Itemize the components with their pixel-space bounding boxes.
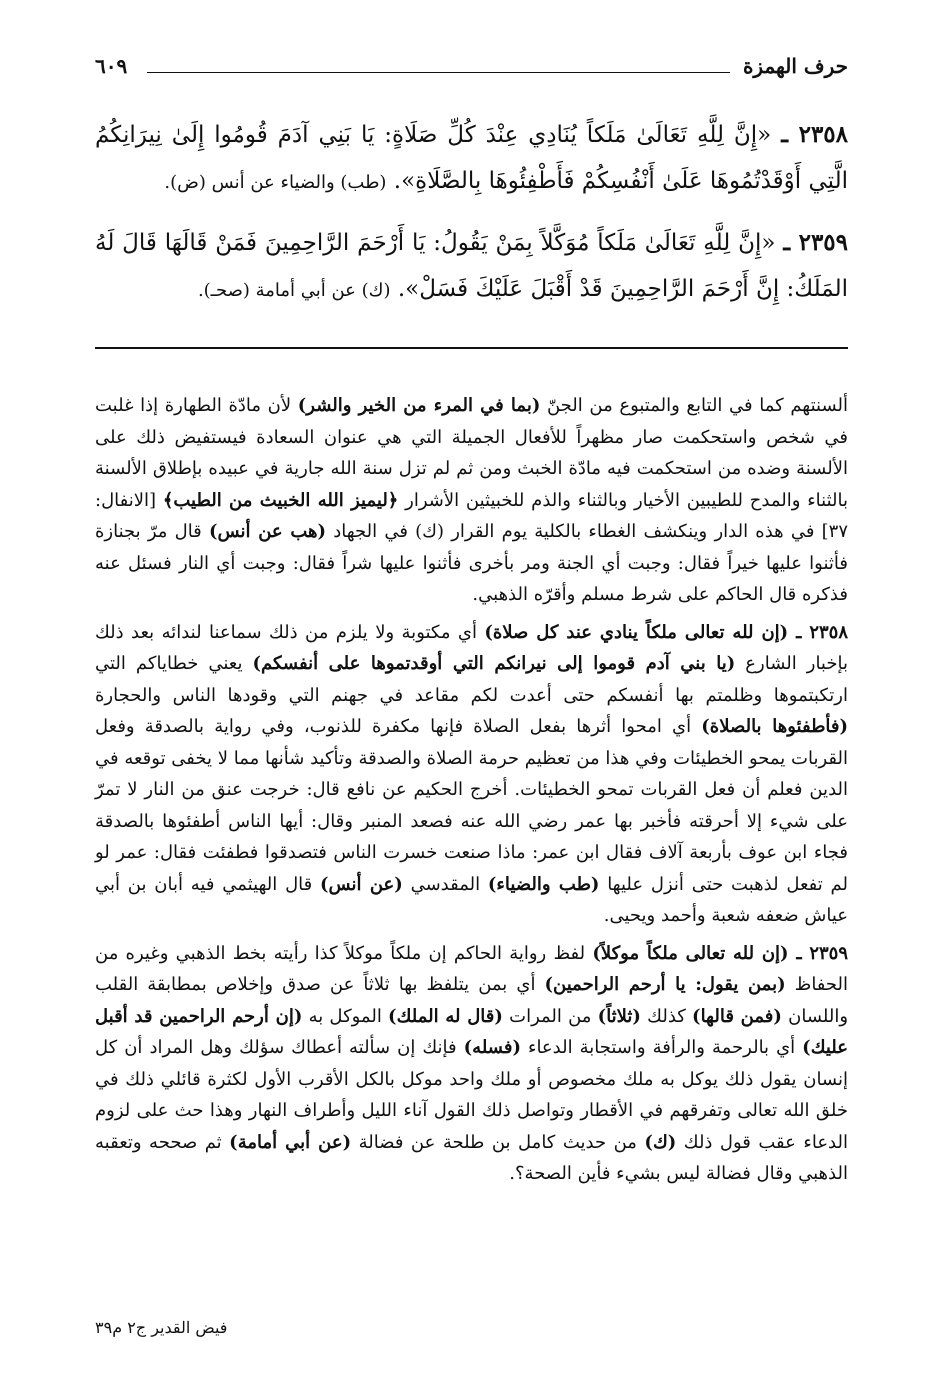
page-header [95, 52, 848, 92]
text-segment: قال مرّ بجنازة فأثنوا عليها خيراً فقال: وجبت أي الجنة ومر بأخرى فأثنوا عليها شراً فقال: وجبت أي النار فسئل عنه فذكره قال الحاكم على شرط مسلم وأقرّه الذهبي. [95, 521, 848, 605]
commentary-intro [95, 390, 848, 611]
text-segment: ثم صححه وتعقبه الذهبي وقال فضالة ليس بشيء فأين الصحة؟. [95, 1131, 848, 1184]
bold-segment: (بما في المرء من الخير والشر) [297, 395, 541, 416]
hadith-text: «إِنَّ لِلَّهِ تَعَالَىٰ مَلَكاً يُنَادِي عِنْدَ كُلِّ صَلَاةٍ: يَا بَنِي آدَمَ قُومُوا إِلَىٰ نِيرَانِكُمُ الَّتِي أَوْقَدْتُمُوهَا عَلَىٰ أَنْفُسِكُمْ فَأَطْفِئُوهَا بِالصَّلَاةِ». [95, 122, 848, 194]
page-footer: فيض القدير ج٢ م٣٩ [95, 1318, 228, 1337]
text-segment: ألسنتهم كما في التابع والمتبوع من الجنّ [540, 395, 849, 416]
bold-segment: (فسله) [463, 1037, 521, 1058]
hadith-2358 [95, 112, 848, 206]
header-rule [147, 72, 730, 73]
hadith-number: ٢٣٥٨ ـ [781, 121, 849, 148]
bold-segment: (إن أرحم الراحمين قد أقبل عليك) [95, 1005, 848, 1058]
commentary-block [95, 390, 848, 1190]
bold-segment: ٢٣٥٨ ـ [788, 621, 848, 643]
bold-segment: (قال له الملك) [388, 1005, 503, 1027]
text-segment: فإنك إن سألته أعطاك سؤلك وهل المراد أن كل إنسان يقول ذلك يوكل به ملك مخصوص أو ملك واحد موكل بالكل الأقرب الأول لكثرة قائلي ذلك في خلق الله تعالى وتفرقهم في الأقطار وتواصل ذلك القول آناء الليل وأطراف النهار وهذا حث على لزوم الدعاء عقب قول ذلك [95, 1037, 848, 1153]
bold-segment: ﴿ليميز الله الخبيث من الطيب﴾ [162, 489, 399, 511]
bold-segment: (يا بني آدم قوموا إلى نيرانكم التي أوقدتموها على أنفسكم) [252, 653, 736, 674]
hadith-source: (طب) والضياء عن أنس (ض). [164, 172, 387, 193]
text-segment: قال الهيثمي فيه أبان بن أبي عياش ضعفه شعبة وأحمد ويحيى. [95, 873, 848, 926]
bold-segment: (فمن قالها) [692, 1005, 782, 1027]
hadith-number: ٢٣٥٩ ـ [783, 229, 849, 256]
text-segment: يعني خطاياكم التي ارتكبتموها وظلمتم بها أنفسكم حتى أعدت لكم مقاعد في جهنم التي وقودها الناس والحجارة [95, 653, 848, 706]
text-segment: أي امحوا أثرها بفعل الصلاة فإنها مكفرة للذنوب، وفي رواية بالصدقة وفعل القربات يمحو الخطيئات وفي هذا من تعظيم حرمة الصلاة والصدقة وتأكيد شأنها مما لا يخفى توقعه في الدين فعلم أن فعل القربات تمحو الخطيئات. أخرج الحكيم عن نافع قال: خرجت عنق من النار لا تمرّ على شيء إلا أحرقته فأخبر بها عمر رضي الله عنه فصعد المنبر وقال: أيها الناس أطفئوها بالصدقة فجاء ابن عوف بأربعة آلاف فقال ابن عمر: ماذا صنعت خسرت الناس فتصدقوا فطفئت فقال: عمر لو لم تفعل لذهبت حتى أنزل عليها [95, 716, 849, 895]
bold-segment: (عن أبي أمامة) [229, 1131, 352, 1153]
text-segment: الموكل به [302, 1005, 389, 1027]
text-segment: أي مكتوبة ولا يلزم من ذلك سماعنا لندائه بعد ذلك بإخبار الشارع [95, 621, 848, 674]
bold-segment: (إن لله تعالى ملكاً موكلاً) [592, 942, 789, 964]
bold-segment: (بمن يقول: يا أرحم الراحمين) [544, 974, 786, 995]
bold-segment: (إن لله تعالى ملكاً ينادي عند كل صلاة) [484, 621, 789, 643]
bold-segment: (هب عن أنس) [208, 521, 327, 542]
text-segment: من حديث كامل بن طلحة عن فضالة [351, 1131, 645, 1153]
text-segment: أي بالرحمة والرأفة واستجابة الدعاء [520, 1037, 803, 1058]
section-divider [95, 347, 848, 349]
hadith-source: (ك) عن أبي أمامة (صحـ). [197, 280, 391, 301]
text-segment: المقدسي [402, 873, 488, 895]
text-segment: أي بمن يتلفظ بها ثلاثاً عن صدق وإخلاص بمطابقة القلب واللسان [95, 974, 849, 1027]
commentary-2358 [95, 617, 848, 932]
page-number: ٦٠٩ [95, 54, 128, 78]
commentary-2359 [95, 938, 848, 1190]
text-segment: [الانفال: ٣٧] في هذه الدار وينكشف الغطاء بالكلية يوم القرار (ك) في الجهاد [95, 489, 848, 542]
bold-segment: (ك) [644, 1131, 677, 1153]
hadith-text: «إِنَّ لِلَّهِ تَعَالَىٰ مَلَكاً مُوَكَّلاً بِمَنْ يَقُولُ: يَا أَرْحَمَ الرَّاحِمِينَ فَمَنْ قَالَهَا قَالَ لَهُ المَلَكُ: إِنَّ أَرْحَمَ الرَّاحِمِينَ قَدْ أَقْبَلَ عَلَيْكَ فَسَلْ». [95, 230, 848, 302]
bold-segment: (ثلاثاً) [597, 1005, 641, 1027]
text-segment: لأن مادّة الطهارة إذا غلبت في شخص واستحكمت صار مظهراً للأفعال الجميلة التي هي عنوان السعادة فيستفيض ذلك على الألسنة وضده من استحكمت فيه مادّة الخبث ومن ثم لم تزل سنة الله جارية في عبيده بإطلاق الألسنة بالثناء والمدح للطيبين الأخيار وبالثناء والذم للخبيثين الأشرار [95, 395, 848, 511]
text-segment: لفظ رواية الحاكم إن ملكاً موكلاً كذا رأيته بخط الذهبي وغيره من الحفاظ [95, 942, 849, 995]
bold-segment: (فأطفئوها بالصلاة) [701, 716, 849, 737]
bold-segment: ٢٣٥٩ ـ [788, 942, 849, 964]
text-segment: من المرات [502, 1005, 598, 1027]
text-segment: كذلك [640, 1005, 693, 1027]
chapter-title: حرف الهمزة [742, 54, 848, 78]
bold-segment: (عن أنس) [320, 873, 403, 895]
bold-segment: (طب والضياء) [487, 873, 600, 895]
hadith-2359 [95, 220, 848, 314]
